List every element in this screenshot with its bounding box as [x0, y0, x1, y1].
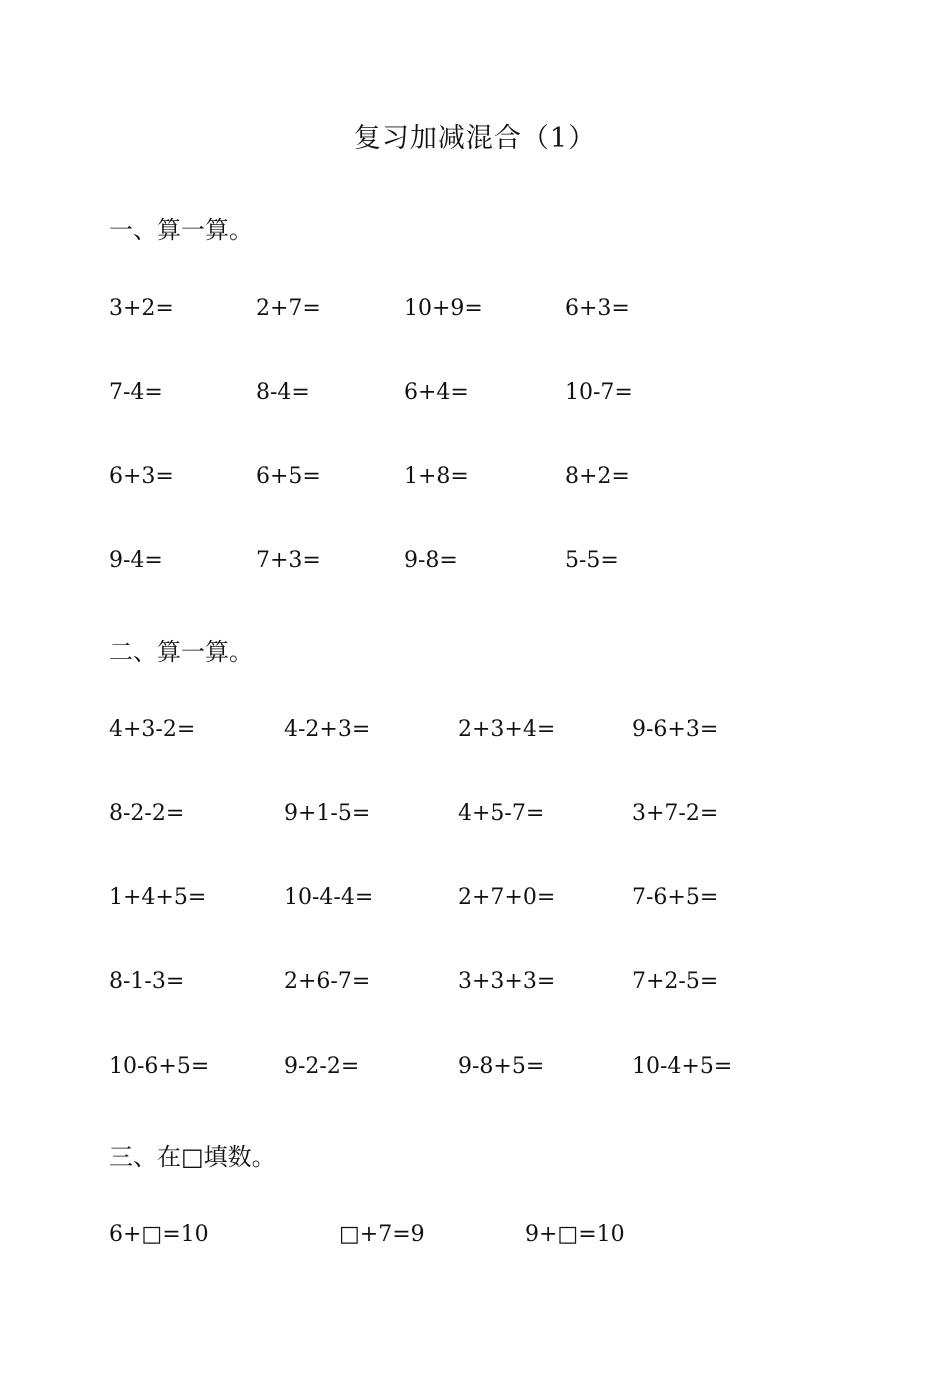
section3-row	[0, 1222, 950, 1254]
problem: 6+3=	[565, 296, 630, 321]
problem: 7+2-5=	[632, 969, 719, 994]
problem: 3+2=	[109, 296, 174, 321]
problem: 7-6+5=	[632, 885, 719, 910]
fill-in-problem: □+7=9	[339, 1222, 425, 1247]
section2-row	[0, 717, 950, 749]
problem: 2+3+4=	[458, 717, 556, 742]
problem: 1+4+5=	[109, 885, 207, 910]
section2-row	[0, 1054, 950, 1086]
problem: 3+3+3=	[458, 969, 556, 994]
problem: 4-2+3=	[284, 717, 371, 742]
fill-in-problem: 9+□=10	[525, 1222, 625, 1247]
problem: 7+3=	[256, 548, 321, 573]
problem: 8-4=	[256, 380, 310, 405]
problem: 9-4=	[109, 548, 163, 573]
section1-row	[0, 296, 950, 328]
problem: 10-4-4=	[284, 885, 374, 910]
problem: 6+5=	[256, 464, 321, 489]
problem: 7-4=	[109, 380, 163, 405]
section1-row	[0, 380, 950, 412]
problem: 4+5-7=	[458, 801, 545, 826]
problem: 3+7-2=	[632, 801, 719, 826]
problem: 10+9=	[404, 296, 483, 321]
section2-row	[0, 969, 950, 1001]
problem: 8-2-2=	[109, 801, 185, 826]
problem: 10-7=	[565, 380, 633, 405]
fill-in-problem: 6+□=10	[109, 1222, 209, 1247]
problem: 2+7=	[256, 296, 321, 321]
section2-row	[0, 801, 950, 833]
problem: 9-6+3=	[632, 717, 719, 742]
section1-row	[0, 548, 950, 580]
problem: 2+6-7=	[284, 969, 371, 994]
section3-heading: 三、在□填数。	[109, 1143, 276, 1171]
section2-heading: 二、算一算。	[109, 638, 253, 666]
section1-row	[0, 464, 950, 496]
problem: 9-8+5=	[458, 1054, 545, 1079]
problem: 2+7+0=	[458, 885, 556, 910]
problem: 10-4+5=	[632, 1054, 733, 1079]
problem: 8-1-3=	[109, 969, 185, 994]
page-title: 复习加减混合（1）	[353, 123, 597, 154]
problem: 6+3=	[109, 464, 174, 489]
problem: 9-8=	[404, 548, 458, 573]
section1-heading: 一、算一算。	[109, 216, 253, 244]
section2-row	[0, 885, 950, 917]
problem: 5-5=	[565, 548, 619, 573]
problem: 9+1-5=	[284, 801, 371, 826]
problem: 1+8=	[404, 464, 469, 489]
problem: 8+2=	[565, 464, 630, 489]
problem: 4+3-2=	[109, 717, 196, 742]
problem: 10-6+5=	[109, 1054, 210, 1079]
problem: 9-2-2=	[284, 1054, 360, 1079]
problem: 6+4=	[404, 380, 469, 405]
